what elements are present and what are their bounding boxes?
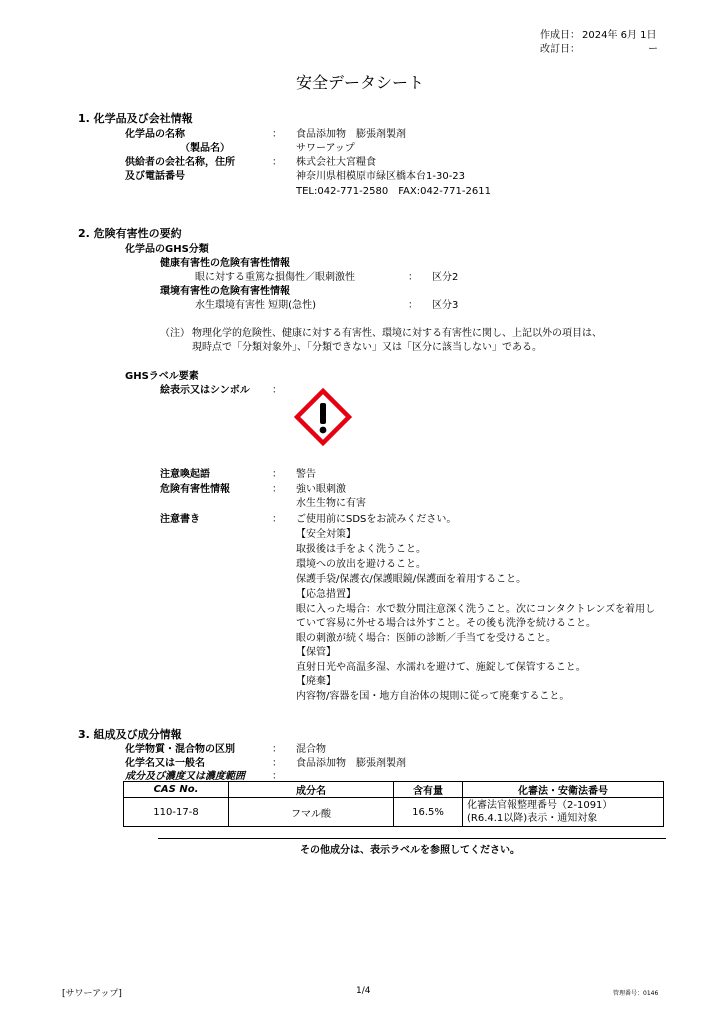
precaution-line: 眼の刺激が続く場合：医師の診断／手当てを受けること。: [296, 633, 556, 644]
signal-word-value: 警告: [296, 469, 316, 480]
supplier-value: 株式会社大宮糧食: [296, 157, 376, 168]
law-number-header: 化審法・安衛法番号: [463, 782, 664, 798]
substance-mixture-value: 混合物: [296, 744, 326, 755]
precaution-line: 【廃棄】: [296, 676, 336, 687]
precaution-line: 【保管】: [296, 647, 336, 658]
precaution-line: 【応急措置】: [296, 589, 356, 600]
table-header-row: [124, 782, 664, 798]
chemical-general-name-colon: ：: [272, 758, 282, 769]
created-date-label: 作成日：: [540, 30, 580, 41]
symbol-label: 絵表示又はシンボル: [160, 385, 250, 396]
hazard-statement-label: 危険有害性情報: [160, 484, 230, 495]
tel-fax-value: TEL:042-771-2580 FAX:042-771-2611: [296, 186, 491, 197]
signal-word-colon: ：: [272, 469, 282, 480]
concentration-label: 成分及び濃度又は濃度範囲: [125, 771, 245, 782]
composition-table: [123, 781, 664, 827]
substance-mixture-label: 化学物質・混合物の区別: [125, 744, 235, 755]
precaution-line: ていて容易に外せる場合は外すこと。その後も洗浄を続けること。: [296, 618, 596, 629]
precaution-line: ご使用前にSDSをお読みください。: [296, 514, 457, 525]
precaution-line: 取扱後は手をよく洗うこと。: [296, 544, 426, 555]
chemical-name-label: 化学品の名称: [125, 129, 185, 140]
supplier-colon: ：: [272, 157, 282, 168]
footer-product-name: [サワーアップ]: [62, 989, 122, 999]
ghs-class-label: 化学品のGHS分類: [125, 244, 209, 255]
precaution-line: 内容物/容器を国・地方自治体の規則に従って廃棄すること。: [296, 691, 570, 702]
chemical-name-value: 食品添加物 膨張剤製剤: [296, 129, 406, 140]
symbol-colon: ：: [272, 385, 282, 396]
env-hazard-value: 区分3: [432, 300, 459, 311]
note-prefix: （注）: [160, 328, 190, 339]
footer-page-number: 1/4: [356, 986, 371, 996]
law-number-line-1: 化審法官報整理番号（2-1091）: [467, 800, 613, 811]
law-number-line-2: (R6.4.1以降)表示・通知対象: [467, 813, 598, 824]
health-hazard-label: 健康有害性の危険有害性情報: [160, 258, 290, 269]
precaution-label: 注意書き: [160, 514, 200, 525]
chemical-name-colon: ：: [272, 129, 282, 140]
substance-mixture-colon: ：: [272, 744, 282, 755]
exclamation-mark-icon: [294, 388, 352, 446]
chemical-general-name-label: 化学名又は一般名: [125, 758, 205, 769]
other-ingredients-note: その他成分は、表示ラベルを参照してください。: [300, 845, 520, 856]
note-line-1: 物理化学的危険性、健康に対する有害性、環境に対する有害性に関し、上記以外の項目は、: [192, 328, 602, 339]
concentration-colon: ：: [272, 771, 282, 782]
phone-label: 及び電話番号: [125, 171, 185, 182]
hazard-statement-colon: ：: [272, 484, 282, 495]
health-hazard-value: 区分2: [432, 272, 459, 283]
precaution-line: 保護手袋/保護衣/保護眼鏡/保護面を着用すること。: [296, 574, 527, 585]
supplier-label: 供給者の会社名称，住所: [125, 157, 235, 168]
chemical-general-name-value: 食品添加物 膨張剤製剤: [296, 758, 406, 769]
health-hazard-colon: ：: [408, 272, 418, 283]
revised-date-value: ー: [648, 44, 658, 55]
env-hazard-item: 水生環境有害性 短期(急性): [195, 300, 316, 311]
product-name-value: サワーアップ: [296, 143, 355, 154]
footer-management-number: 管理番号：0146: [613, 990, 659, 997]
hazard-statement-2: 水生生物に有害: [296, 498, 366, 509]
divider: [158, 838, 666, 839]
product-name-label: （製品名）: [180, 143, 230, 154]
section1-heading: 1. 化学品及び会社情報: [78, 112, 193, 125]
law-number-cell: [463, 798, 664, 827]
content-header: 含有量: [394, 782, 463, 798]
hazard-statement-1: 強い眼刺激: [296, 484, 346, 495]
cas-header: CAS No.: [124, 782, 229, 798]
precaution-line: 環境への放出を避けること。: [296, 559, 426, 570]
table-row: [124, 798, 664, 827]
ghs-label-heading: GHSラベル要素: [125, 371, 199, 382]
precaution-line: 【安全対策】: [296, 529, 356, 540]
precaution-line: 直射日光や高温多湿、水濡れを避けて、施錠して保管すること。: [296, 662, 586, 673]
precaution-line: 眼に入った場合：水で数分間注意深く洗うこと。次にコンタクトレンズを着用し: [296, 604, 656, 615]
note-line-2: 現時点で「分類対象外」、「分類できない」又は「区分に該当しない」である。: [192, 342, 542, 353]
health-hazard-item: 眼に対する重篤な損傷性／眼刺激性: [195, 272, 355, 283]
signal-word-label: 注意喚起語: [160, 469, 210, 480]
env-hazard-colon: ：: [408, 300, 418, 311]
content-cell: 16.5%: [394, 798, 463, 827]
env-hazard-label: 環境有害性の危険有害性情報: [160, 286, 290, 297]
ingredient-cell: フマル酸: [229, 798, 394, 827]
revised-date-label: 改訂日：: [540, 44, 580, 55]
page-title: 安全データシート: [296, 73, 425, 92]
section2-heading: 2. 危険有害性の要約: [78, 227, 182, 240]
address-value: 神奈川県相模原市緑区橋本台1-30-23: [296, 171, 466, 182]
precaution-colon: ：: [272, 514, 282, 525]
cas-cell: 110-17-8: [124, 798, 229, 827]
created-date-value: 2024年 6月 1日: [582, 30, 657, 41]
section3-heading: 3. 組成及び成分情報: [78, 728, 182, 741]
ingredient-header: 成分名: [229, 782, 394, 798]
